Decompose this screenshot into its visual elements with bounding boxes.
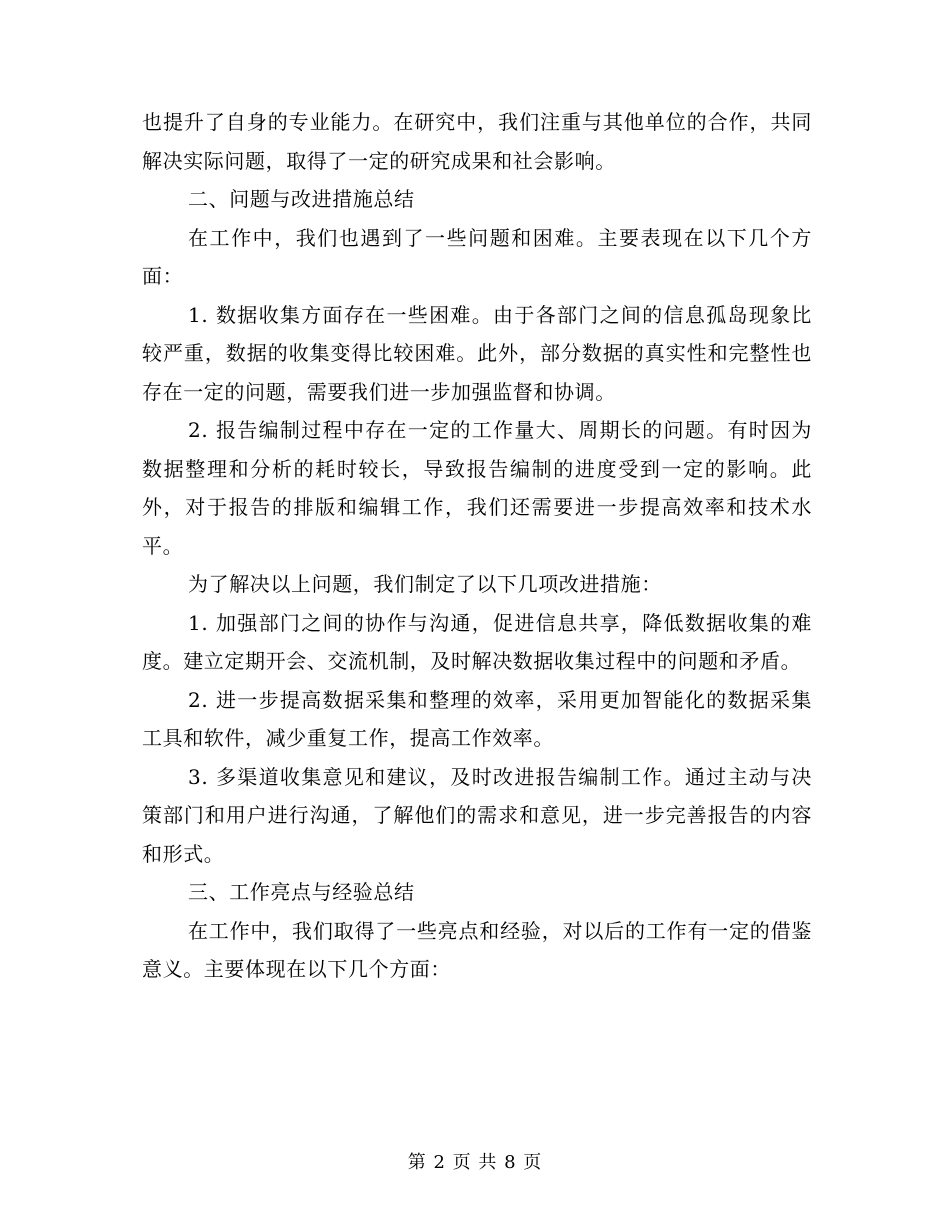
list-item: 3. 多渠道收集意见和建议，及时改进报告编制工作。通过主动与决策部门和用户进行沟通，了解他们的需求和意见，进一步完善报告的内容和形式。 xyxy=(142,764,812,866)
list-item: 2. 进一步提高数据采集和整理的效率，采用更加智能化的数据采集工具和软件，减少重复工作，提高工作效率。 xyxy=(142,687,812,750)
body-paragraph: 也提升了自身的专业能力。在研究中，我们注重与其他单位的合作，共同解决实际问题，取得了一定的研究成果和社会影响。 xyxy=(142,110,812,173)
list-item: 2. 报告编制过程中存在一定的工作量大、周期长的问题。有时因为数据整理和分析的耗时较长，导致报告编制的进度受到一定的影响。此外，对于报告的排版和编辑工作，我们还需要进一步提高效率和技术水平。 xyxy=(142,418,812,558)
section-heading: 二、问题与改进措施总结 xyxy=(188,187,415,211)
body-paragraph: 在工作中，我们取得了一些亮点和经验，对以后的工作有一定的借鉴意义。主要体现在以下几个方面： xyxy=(142,918,812,981)
body-paragraph: 为了解决以上问题，我们制定了以下几项改进措施： xyxy=(188,572,662,596)
page-number-footer: 第 2 页 共 8 页 xyxy=(407,1152,543,1173)
list-item: 1. 加强部门之间的协作与沟通，促进信息共享，降低数据收集的难度。建立定期开会、交流机制，及时解决数据收集过程中的问题和矛盾。 xyxy=(142,610,812,673)
document-body xyxy=(142,103,812,989)
list-item: 1. 数据收集方面存在一些困难。由于各部门之间的信息孤岛现象比较严重，数据的收集变得比较困难。此外，部分数据的真实性和完整性也存在一定的问题，需要我们进一步加强监督和协调。 xyxy=(142,302,812,404)
body-paragraph: 在工作中，我们也遇到了一些问题和困难。主要表现在以下几个方面： xyxy=(142,225,812,288)
section-heading: 三、工作亮点与经验总结 xyxy=(188,880,415,904)
